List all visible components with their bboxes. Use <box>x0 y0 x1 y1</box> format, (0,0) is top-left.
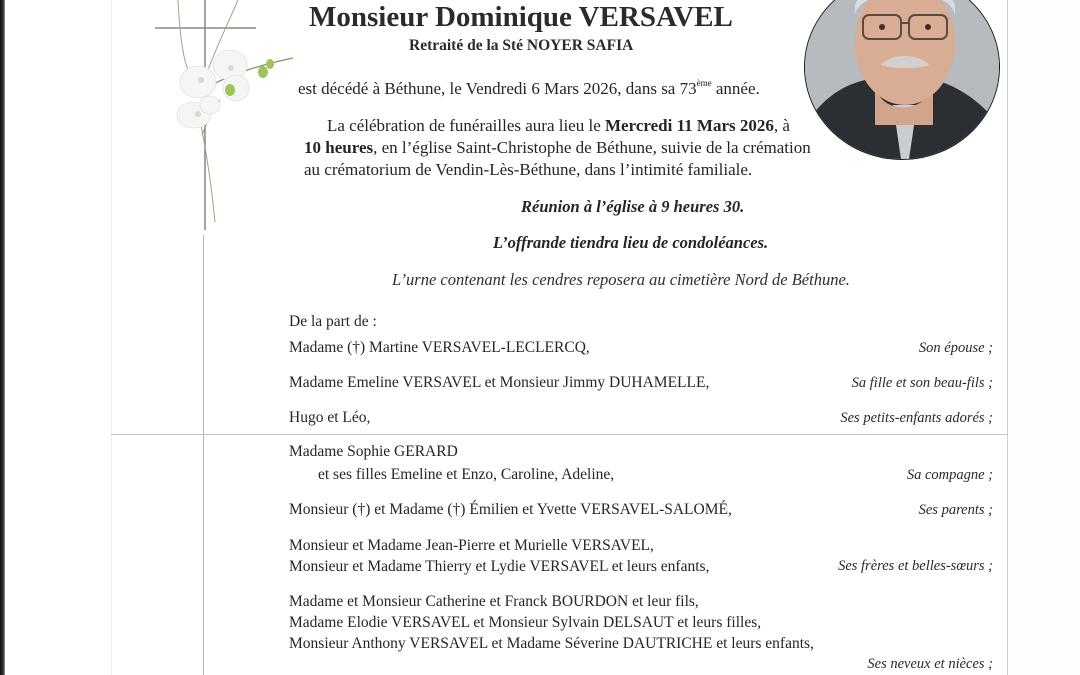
ceremony-text: , en l’église Saint-Christophe de Béthune, suivie de la crémation <box>373 138 811 157</box>
page-left-edge <box>111 0 112 675</box>
family-entry-line: Hugo et Léo, <box>289 409 371 426</box>
death-notice-end: année. <box>711 79 760 98</box>
ceremony-line-3: au crématorium de Vendin-Lès-Béthune, dans l’intimité familiale. <box>304 160 753 179</box>
family-relation: Ses parents ; <box>918 502 993 518</box>
family-entry-line: Madame Sophie GERARD <box>289 443 458 460</box>
ceremony-text: La célébration de funérailles aura lieu le <box>327 116 605 135</box>
family-relation: Ses petits-enfants adorés ; <box>840 410 993 426</box>
fold-line <box>111 434 1008 435</box>
family-relation: Sa compagne ; <box>906 467 993 483</box>
portrait-photo <box>804 0 1000 160</box>
family-intro: De la part de : <box>289 313 377 330</box>
family-entry-line: Madame Elodie VERSAVEL et Monsieur Sylvain DELSAUT et leurs filles, <box>289 614 762 631</box>
vertical-rule <box>203 235 204 675</box>
offrande-note: L’offrande tiendra lieu de condoléances. <box>493 233 769 252</box>
ceremony-text: , à <box>773 116 790 135</box>
ceremony-time: 10 heures <box>304 138 374 157</box>
reunion-note: Réunion à l’église à 9 heures 30. <box>521 197 745 216</box>
family-relation: Son épouse ; <box>918 340 993 356</box>
page-right-margin <box>1008 0 1080 675</box>
death-notice-text: est décédé à Béthune, le Vendredi 6 Mars 2026, dans sa 73 <box>298 79 697 98</box>
page-right-edge <box>1007 0 1008 675</box>
family-relation: Ses frères et belles-sœurs ; <box>838 558 993 574</box>
family-entry-line: Madame Emeline VERSAVEL et Monsieur Jimmy DUHAMELLE, <box>289 374 710 391</box>
family-entry-line: Monsieur (†) et Madame (†) Émilien et Yvette VERSAVEL-SALOMÉ, <box>289 501 732 518</box>
family-entry-line: Madame et Monsieur Catherine et Franck BOURDON et leur fils, <box>289 593 699 610</box>
ceremony-date: Mercredi 11 Mars 2026 <box>605 116 774 135</box>
death-notice <box>298 79 760 99</box>
family-entry-line: Monsieur Anthony VERSAVEL et Madame Séverine DAUTRICHE et leurs enfants, <box>289 635 814 652</box>
family-entry-line: Monsieur et Madame Thierry et Lydie VERSAVEL et leurs enfants, <box>289 558 710 575</box>
urne-note: L’urne contenant les cendres reposera au cimetière Nord de Béthune. <box>392 270 850 289</box>
family-entry-line: Madame (†) Martine VERSAVEL-LECLERCQ, <box>289 339 590 356</box>
family-entry-line: et ses filles Emeline et Enzo, Caroline, Adeline, <box>318 466 615 483</box>
page-title: Monsieur Dominique VERSAVEL <box>309 1 733 33</box>
death-notice-superscript: ème <box>696 78 712 88</box>
cross-orchid-icon <box>150 0 300 232</box>
page-subtitle: Retraité de la Sté NOYER SAFIA <box>409 37 634 54</box>
family-relation: Sa fille et son beau-fils ; <box>851 375 993 391</box>
family-entry-line: Monsieur et Madame Jean-Pierre et Murielle VERSAVEL, <box>289 537 654 554</box>
ceremony-line-2 <box>304 138 811 158</box>
scan-left-edge <box>0 0 5 675</box>
family-relation: Ses neveux et nièces ; <box>867 656 993 672</box>
ceremony-line-1 <box>327 116 790 136</box>
